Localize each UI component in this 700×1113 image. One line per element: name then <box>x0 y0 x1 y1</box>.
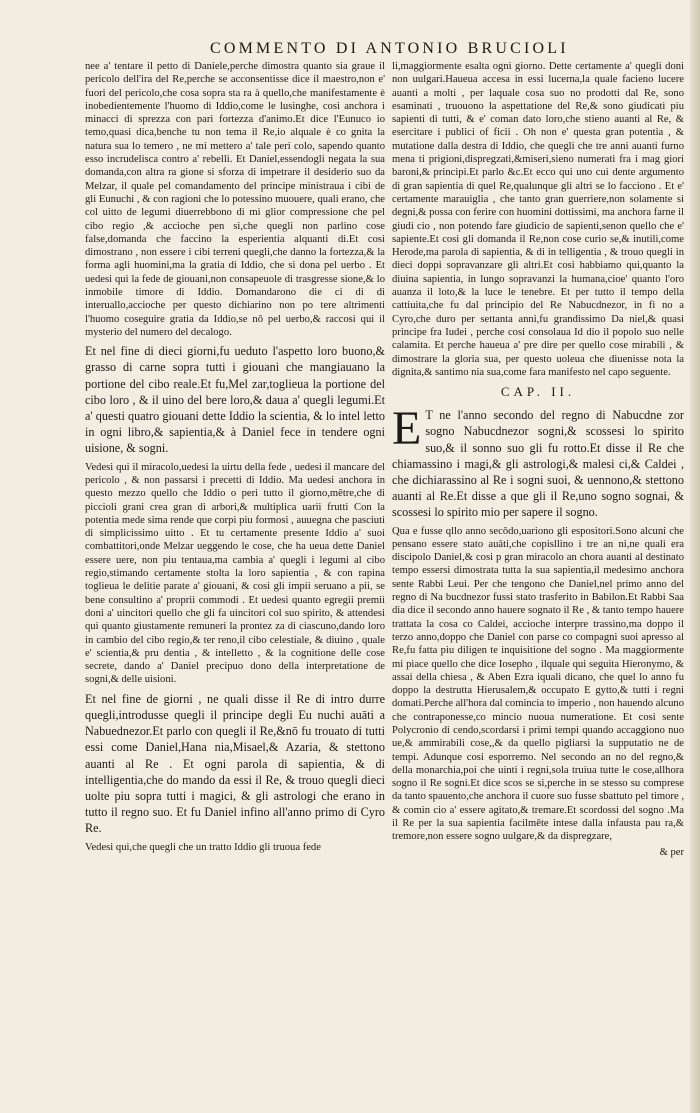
commentary-paragraph: li,maggiormente esalta ogni giorno. Dette certamente a' quegli doni non uulgari.Haueua accesa in essi lucerna,la quale facieno lucere auanti a molti , per laquale cosa suo no prodotti dal Re, sono esaminati , truouono la aspettatione del Re,& sono giudicati piu sapienti di tutti, & e' coman dato loro,che stieno auanti al Re, & esercitare i publici of ficii . Oh non e' questa gran potentia , & mutatione dalla destra di Iddio, che quegli che tre anni auanti furno mena ti prigioni,dispregzati,&miseri,sieno numerati fra i mag giori baroni,& principi.Et parlo &c.Et ecco qui uno cui dente argumento di gran sapientia di quel Re,qualunque gli altri se lo facciono . Et e' certamente marauiglia , che tanto gran guerriere,non solamente si degni,& possa con ferire con huomini dottissimi, ma anchora farne il giudi cio , non potendo fare giudicio de sapienti,senon quello che e' sapiente.Et cosi gli domanda il Re,non cose curio se,& inutili,come Herode,ma parola di sapientia, & di in telligentia , & trouo quegli in dieci doppi sopravanzare gli altri.Et cosi habbiamo qui,quanto la diuina sapientia, in lungo sopravanzi la humana,cioe' quanto l'oro auanza il loto,& la luce le tenebre. Et per tutto il tempo della cattiuita,che fu dal principio del Re Nabucdnezor, in fi no a Cyro,che duro per settanta anni,fu grandissimo Da niel,& quasi principe fra Iudei , perche cosi consolaua Id dio il popolo suo nelle calamita. Et perche haueua a' pre dire per quello cose mirabili , & dimostrare la gloria sua, per questo uoleua che diuenisse nota la dignita,& santimo nia sua,come fara manifesto nel capo seguente. <box>392 61 684 378</box>
scripture-paragraph: Et nel fine di dieci giorni,fu ueduto l'aspetto loro buono,& grasso di carne sopra tutti i giouani che mangiauano la portione del cibo reale.Et fu,Mel zar,toglieua la portione del cibo loro , & il uino del bere loro,& daua a' quegli legumi.Et a' questi quatro giouani dette Iddio la scientia, & lo intel letto in ogni libro,& sapientia,& à Daniel fece in tendere ogni uisione, & sogni. <box>85 344 385 456</box>
commentary-paragraph: Vedesi qui il miracolo,uedesi la uirtu della fede , uedesi il mancare del pericolo , & non passarsi i precetti di Iddio. Ma uedesi anchora in questo mezzo quello che Iddio o peri tutto il giorno,mētre,che di piccioli grani crea gran di arbori,& multiplica uarii frutti Con la potentia mede sima rende que corpi piu formosi , auuegna che pasciuti di simplicissimo uitto . Et tu certamente presente Iddio a' suoi combattitori,onde Melzar ueggendo le cose, che ha ueua dette Daniel essere uere, non piu tentaua,ma cambia a' quegli i legumi al cibo regio,stimando certamente stolta la loro sapientia , & con rapina toglieua le delitie parate a' giouani, & cosi gli impii seruano a pii, se bene consultino a' proprii commodi . Et uedesi quanto egregii premii doni a' uincitori quello che gli fa uincitori col suo spirito, & attendesi qui quanto giustamente remuneri la prontez za di ciascuno,dando loro in cambio del cibo regio,& ter reno,il cibo celestiale, & diuino , quale e' scientia,& pru dentia , & intelletto , & la cognitione delle cose secrete, dando a' Daniel precipuo dono della interpretatione de sogni,& delle uisioni. <box>85 461 385 686</box>
commentary-paragraph: nee a' tentare il petto di Daniele,perche dimostra quanto sia graue il pericolo dell'ira del Re,perche se acconsentisse dice il maestro,non e' fuori del pericolo,che cosa sopra sta ra à quello,che manifestamente è inobedientemente l'huomo di Iddio,come le lusinghe, cosi anchora i minacci di sprezza con pari fortezza d'animo.Et dice l'Eunuco io temo,quasi dica,benche tu non tema il Re,io alquale è co gnita la natura sua lo temero , ne mi mettero a' tale peri colo, sapendo quanto esso incrudelisca contro a' rebelli. Et Daniel,essendogli negata la sua domanda,con altra ra gione si sforza di impetrare il desiderio suo da Melzar, il quale pel comandamento del principe ministraua i cibi de gli Eunuchi , & con ragioni che lo potessino muouere, quali erano, che col uitto de legumi diuerrebbono di mi glior compressione che pel cibo regio ,& accioche pen si,che quegli non parlino cose false,domanda che faccino la esperientia alquanti di.Et cosi dimostrano , non essere i cibi terreni quegli,che danno la fortezza,& la forma agli huomini,ma la gratia di Iddio, che si dona pel uerbo . Et uedesi qui la fede de giouani,non consapeuole di trasgresse sione,& lo inmobile timore di Iddio. Domandarono die ci di di interuallo,accioche per questo dichiarino non po tere altrimenti l'huomo coseguire gratia da Iddio,se nō pel uerbo,& raccosi qui il mysterio del numero del decalogo. <box>85 61 385 338</box>
scripture-paragraph <box>392 402 684 520</box>
commentary-paragraph: Qua e fusse qllo anno secōdo,uariono gli espositori.Sono alcuni che pensano essere stato auāti,che copisllino i tre an ni,ne quali era discipolo Daniel,& cosi p gran miracolo an chora auanti al destinato tempo essersi dimostrata tutta la sua sapientia,il medesimo anchora sente Rabbi Leui. Per che tengono che Daniel,nel primo anno del regno di Na bucdnezor fussi stato trasferito in Babilon.Et Rabbi Saa dia dice il secondo anno hauere sognato il Re , & tanto tempo hauere trattata la cosa co Caldei, accioche interpre trassino,ma doppo il terzo anno,doppo che Daniel con parse co compagni suoi apresso al Re,fu fatta piu diligen te inquisitione del sogno . Ma maggiormente mi piace quello che dice Iosepho , ilquale qui seguita Hieronymo, & assai della chiesa , & Aben Ezra iquali dicano, che quel lo anno fu doppo la destrutta Hierusalem,& occupato E gytto,& tutti i regni domati.Perche all'hora dal comincia to imperio , non hauendo alcuno che contraponesse,co mincio nuoua numeratione. Et cosi sente Polycronio di cendo,scordarsi i primi tempi quando accaggiono nuo ue,& ammirabili cose,,& da quello pigliarsi la supputatio ne de tempi. Adunque cosi esporremo. Nel secondo an no del regno,& della monarchia,poi che uinti i regni,sola truiua tutte le cose,allhora sogno il Re sogni.Et dice scos se si,perche in se stesso su comprese da tanto spauento,che anchora il cuore suo fusse sbattuto pel timore , & comin cio a' essere agitato,& tremare.Et scordossi del sogno .Ma il Re per la sua sapientia facilmēte intese dalla infausta pau ra,& tremore,non essere sogno uulgare,& da dispregzare, <box>392 525 684 843</box>
page-edge <box>690 0 700 1113</box>
scripture-text: T ne l'anno secondo del regno di Nabucdne zor sogno Nabucdnezor sogni,& scossesi lo spirito suo,& il sonno suo gli fu rotto.Et disse il Re che chiamassino i magi,& gli astrologi,& malesi ci,& Caldei , che dichiarassino al Re i sogni suoi, & uennono,& stettono auanti al Re.Et disse a que gli il Re,uno sogno sognai, & scossesi lo spirito mio per sapere il sogno. <box>392 408 684 520</box>
drop-cap: E <box>392 402 422 456</box>
left-column <box>85 60 385 855</box>
scripture-paragraph: Et nel fine de giorni , ne quali disse il Re di intro durre quegli,introdusse quegli il principe degli Eu nuchi auāti a Nabuednezor.Et parlo con quegli il Re,&nō fu trouato di tutti essi come Daniel,Hana nia,Misael,& Azaria, & stettono auanti al Re . Et ogni parola di sapientia, & di intelligentia,che do mando da essi il Re, & trouo quegli dieci uolte piu sopra tutti i magici, & gli astrologi che erano in tutto il regno suo. Et fu Daniel infino all'anno primo di Cyro Re. <box>85 691 385 836</box>
running-header: COMMENTO DI ANTONIO BRUCIOLI <box>210 40 569 57</box>
catchword: & per <box>659 846 684 858</box>
right-column <box>392 60 684 859</box>
commentary-paragraph: Vedesi qui,che quegli che un tratto Iddio gli truoua fede <box>85 841 321 853</box>
chapter-heading: CAP. II. <box>500 384 576 400</box>
